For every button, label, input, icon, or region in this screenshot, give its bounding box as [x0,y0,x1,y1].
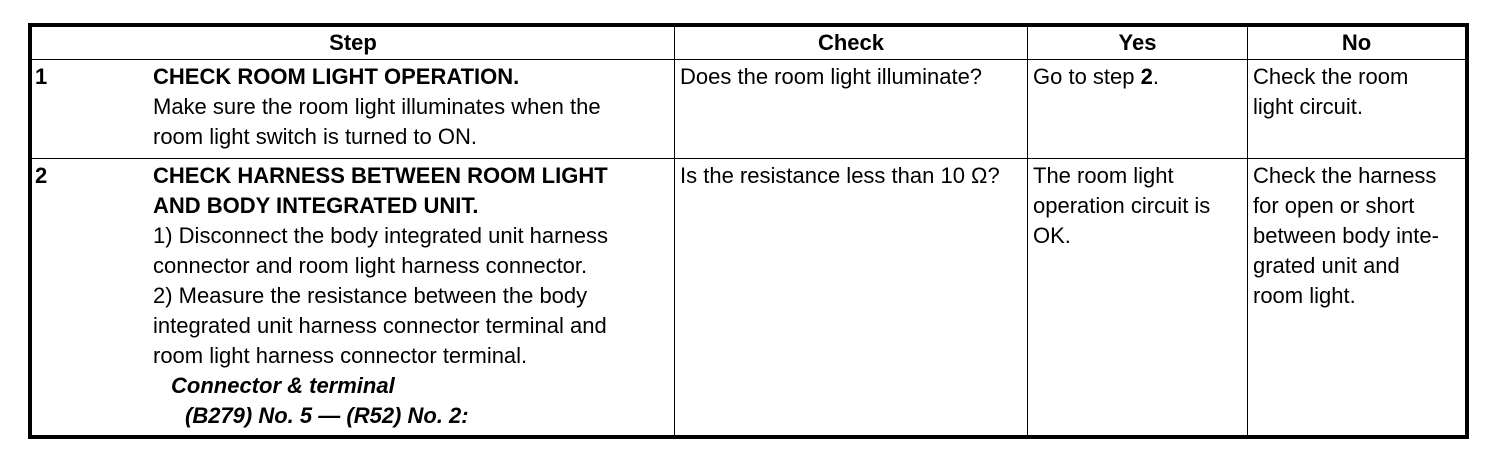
no-text-line: for open or short [1253,193,1415,218]
header-yes: Yes [1028,27,1248,60]
step-text-line: 1) Disconnect the body integrated unit harness [153,223,608,248]
step-text-line: room light switch is turned to ON. [153,124,478,149]
yes-text-line: OK. [1033,223,1071,248]
no-text-line: Check the room [1253,64,1409,89]
yes-cell [1028,159,1248,436]
step-text-line: connector and room light harness connector. [153,253,588,278]
no-text-line: between body inte- [1253,223,1439,248]
step-text-line: room light harness connector terminal. [153,343,528,368]
troubleshooting-table [28,23,1469,439]
yes-text-line: operation circuit is [1033,193,1211,218]
table-row [32,159,1466,436]
step-title: CHECK HARNESS BETWEEN ROOM LIGHT [153,163,608,188]
table-row [32,60,1466,159]
yes-cell [1028,60,1248,159]
yes-suffix: . [1152,64,1159,89]
step-body [153,161,669,431]
header-no: No [1248,27,1466,60]
step-table [31,26,1466,436]
check-cell: Is the resistance less than 10 Ω? [675,159,1028,436]
step-text-line: 2) Measure the resistance between the body [153,283,588,308]
no-cell [1248,159,1466,436]
header-row [32,27,1466,60]
no-text-line: room light. [1253,283,1356,308]
step-cell [32,60,675,159]
header-check: Check [675,27,1028,60]
connector-label: Connector & terminal [171,373,395,398]
step-text-line: integrated unit harness connector terminal and [153,313,607,338]
step-cell [32,159,675,436]
step-text-line: Make sure the room light illuminates when the [153,94,601,119]
no-text-line: grated unit and [1253,253,1400,278]
check-cell: Does the room light illuminate? [675,60,1028,159]
no-text-line: light circuit. [1253,94,1364,119]
no-text-line: Check the harness [1253,163,1437,188]
step-title: AND BODY INTEGRATED UNIT. [153,193,479,218]
step-number: 1 [35,64,48,89]
step-body [153,62,669,152]
header-step: Step [32,27,675,60]
yes-text-line: The room light [1033,163,1174,188]
connector-value: (B279) No. 5 — (R52) No. 2: [185,403,469,428]
yes-text: Go to step [1033,64,1141,89]
step-title: CHECK ROOM LIGHT OPERATION. [153,64,520,89]
yes-step-ref: 2 [1140,64,1153,89]
no-cell [1248,60,1466,159]
step-number: 2 [35,163,48,188]
